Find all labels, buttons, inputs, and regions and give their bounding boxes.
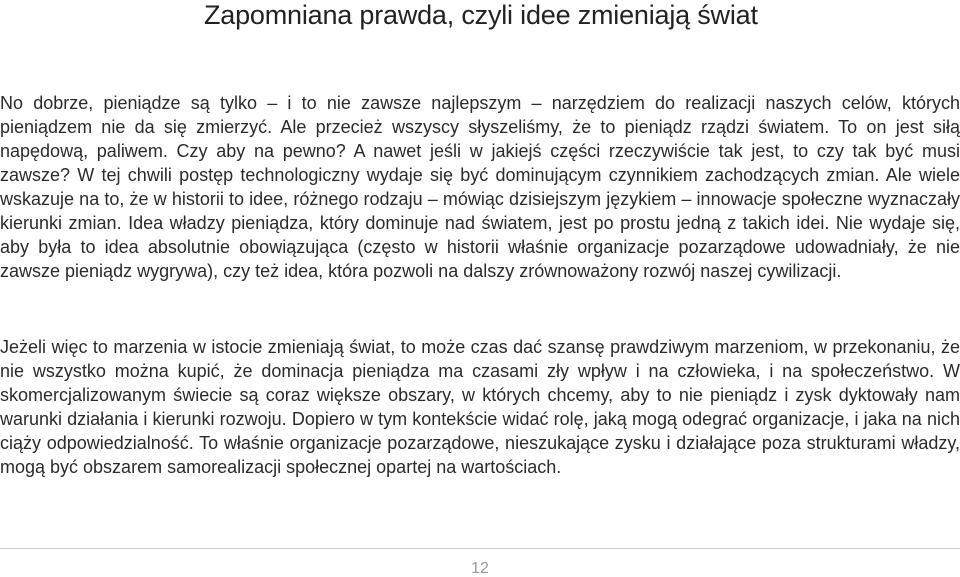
sentence: To on jest siłą napędową, paliwem. — [0, 117, 960, 161]
body-paragraph-1 — [0, 91, 960, 283]
sentence: To właśnie organizacje pozarządowe, nieszukające zysku i działające poza strukturami władzy, mogą być obszarem samorealizacji społecznej opartej na wartościach. — [0, 433, 960, 477]
sentence: Nie wydaje się, aby była to idea absolutnie obowiązująca (często w historii właśnie organizacje pozarządowe udowadniały, że nie zawsze pieniądz wygrywa), czy też idea, która pozwoli na dalszy zrównoważony rozwój naszej cywilizacji. — [0, 213, 960, 281]
sentence: Idea władzy pieniądza, który dominuje nad światem, jest po prostu jedną z takich idei. — [128, 213, 836, 233]
page-title: Zapomniana prawda, czyli idee zmieniają świat — [204, 0, 758, 30]
sentence: A nawet jeśli w jakiejś części rzeczywiście tak jest, to czy tak być musi zawsze? — [0, 141, 960, 185]
sentence: Ale wiele wskazuje na to, że w historii to idee, różnego rodzaju – mówiąc dzisiejszym językiem – innowacje społeczne wyznaczały kierunki zmian. — [0, 165, 960, 233]
sentence: Jeżeli więc to marzenia w istocie zmieniają świat, to może czas dać szansę prawdziwym marzeniom, w przekonaniu, że nie wszystko można kupić, że dominacja pieniądza ma czasami zły wpływ i na człowieka, i na społeczeństwo. — [0, 337, 960, 381]
sentence: Ale przecież wszyscy słyszeliśmy, że to pieniądz rządzi światem. — [280, 117, 839, 137]
footer-divider — [0, 548, 960, 549]
sentence: No dobrze, pieniądze są tylko – i to nie zawsze najlepszym – narzędziem do realizacji naszych celów, których pieniądzem nie da się zmierzyć. — [0, 93, 960, 137]
sentence: Czy aby na pewno? — [176, 141, 354, 161]
sentence: Dopiero w tym kontekście widać rolę, jaką mogą odegrać organizacje, i jaka na nich ciąży odpowiedzialność. — [0, 409, 960, 453]
page-number: 12 — [471, 560, 489, 577]
body-paragraph-2 — [0, 335, 960, 479]
sentence: W skomercjalizowanym świecie są coraz większe obszary, w których chcemy, aby to nie pieniądz i zysk dyktowały nam warunki działania i kierunki rozwoju. — [0, 361, 960, 429]
sentence: W tej chwili postęp technologiczny wydaje się być dominującym czynnikiem zachodzących zmian. — [77, 165, 886, 185]
